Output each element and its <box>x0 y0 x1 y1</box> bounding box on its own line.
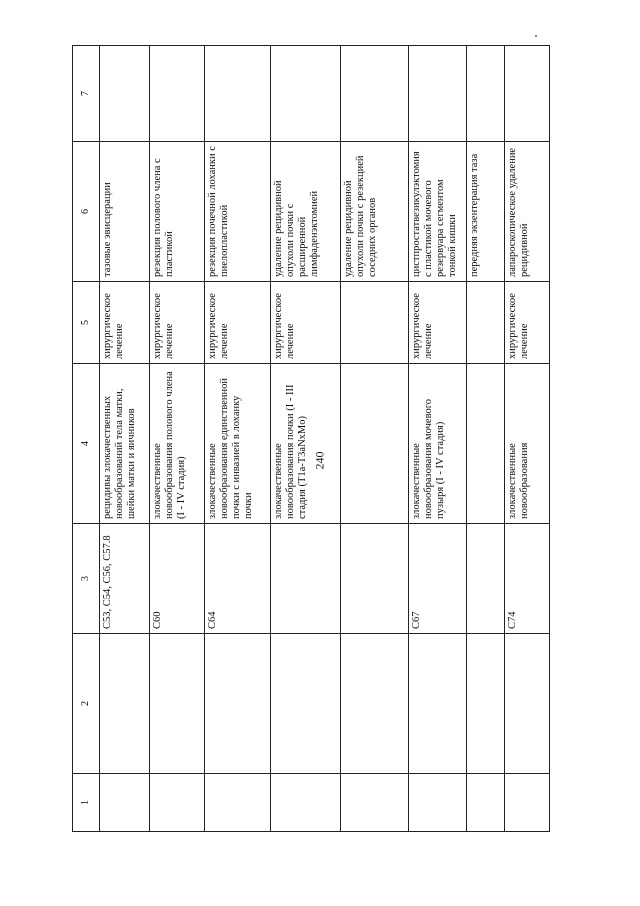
cell-col2 <box>271 634 341 774</box>
cell-col2 <box>409 634 467 774</box>
cell-condition: злокачественные новообразования единственной почки с инвазией в лоханку почки <box>205 364 271 524</box>
cell-method: удаление рецидивной опухоли почки с расширенной лимфаденэктомией <box>271 142 341 282</box>
cell-condition: злокачественные новообразования почки (I - III стадия (T1a-T3aNxMo) <box>271 364 341 524</box>
cell-diagnosis-code: C60 <box>150 524 205 634</box>
table-row <box>150 46 205 832</box>
cell-treatment-type: хирургическое лечение <box>505 282 550 364</box>
cell-col2 <box>341 634 409 774</box>
table-row <box>341 46 409 832</box>
cell-method: резекция почечной лоханки с пиелопластикой <box>205 142 271 282</box>
header-cell: 5 <box>73 282 100 364</box>
page-number: 240 <box>312 451 327 469</box>
cell-col7 <box>205 46 271 142</box>
header-row <box>73 46 100 832</box>
table-row <box>271 46 341 832</box>
cell-col1 <box>100 774 150 832</box>
cell-method: резекция полового члена с пластикой <box>150 142 205 282</box>
header-cell: 4 <box>73 364 100 524</box>
table-row <box>505 46 550 832</box>
cell-col1 <box>150 774 205 832</box>
cell-diagnosis-code: C53, C54, C56, C57.8 <box>100 524 150 634</box>
cell-col1 <box>467 774 505 832</box>
cell-col2 <box>205 634 271 774</box>
cell-col7 <box>100 46 150 142</box>
cell-col2 <box>505 634 550 774</box>
cell-treatment-type: хирургическое лечение <box>271 282 341 364</box>
cell-diagnosis-code: C74 <box>505 524 550 634</box>
cell-col7 <box>409 46 467 142</box>
cell-diagnosis-code: C64 <box>205 524 271 634</box>
cell-treatment-type <box>341 282 409 364</box>
cell-diagnosis-code <box>271 524 341 634</box>
cell-col7 <box>271 46 341 142</box>
cell-col7 <box>150 46 205 142</box>
table-row <box>205 46 271 832</box>
cell-condition <box>467 364 505 524</box>
cell-col1 <box>409 774 467 832</box>
cell-method: передняя экзентерация таза <box>467 142 505 282</box>
cell-diagnosis-code: C67 <box>409 524 467 634</box>
cell-col1 <box>271 774 341 832</box>
cell-diagnosis-code <box>467 524 505 634</box>
header-cell: 6 <box>73 142 100 282</box>
cell-condition: рецидивы злокачественных новообразований тела матки, шейки матки и яичников <box>100 364 150 524</box>
cell-method: цистпростатвезикулэктомия с пластикой мочевого резервуара сегментом тонкой кишки <box>409 142 467 282</box>
cell-col2 <box>100 634 150 774</box>
cell-condition: злокачественные новообразования полового члена (I - IV стадия) <box>150 364 205 524</box>
cell-col1 <box>505 774 550 832</box>
table-row <box>409 46 467 832</box>
medical-procedures-table <box>72 45 550 832</box>
table-container <box>72 46 548 832</box>
cell-col7 <box>341 46 409 142</box>
table-row <box>467 46 505 832</box>
cell-method: тазовые эвисцерации <box>100 142 150 282</box>
header-cell: 7 <box>73 46 100 142</box>
cell-condition: злокачественные новообразования мочевого пузыря (I - IV стадия) <box>409 364 467 524</box>
cell-treatment-type: хирургическое лечение <box>409 282 467 364</box>
cell-col7 <box>505 46 550 142</box>
cell-col2 <box>150 634 205 774</box>
cell-col7 <box>467 46 505 142</box>
header-cell: 1 <box>73 774 100 832</box>
cell-method: лапароскопическое удаление рецидивной <box>505 142 550 282</box>
scan-dot <box>535 35 537 37</box>
cell-method: удаление рецидивной опухоли почки с резекцией соседних органов <box>341 142 409 282</box>
cell-col1 <box>341 774 409 832</box>
cell-treatment-type <box>467 282 505 364</box>
cell-col2 <box>467 634 505 774</box>
cell-treatment-type: хирургическое лечение <box>150 282 205 364</box>
cell-treatment-type: хирургическое лечение <box>205 282 271 364</box>
header-cell: 3 <box>73 524 100 634</box>
cell-treatment-type: хирургическое лечение <box>100 282 150 364</box>
header-cell: 2 <box>73 634 100 774</box>
table-row <box>100 46 150 832</box>
cell-diagnosis-code <box>341 524 409 634</box>
cell-col1 <box>205 774 271 832</box>
cell-condition: злокачественные новообразования <box>505 364 550 524</box>
cell-condition <box>341 364 409 524</box>
